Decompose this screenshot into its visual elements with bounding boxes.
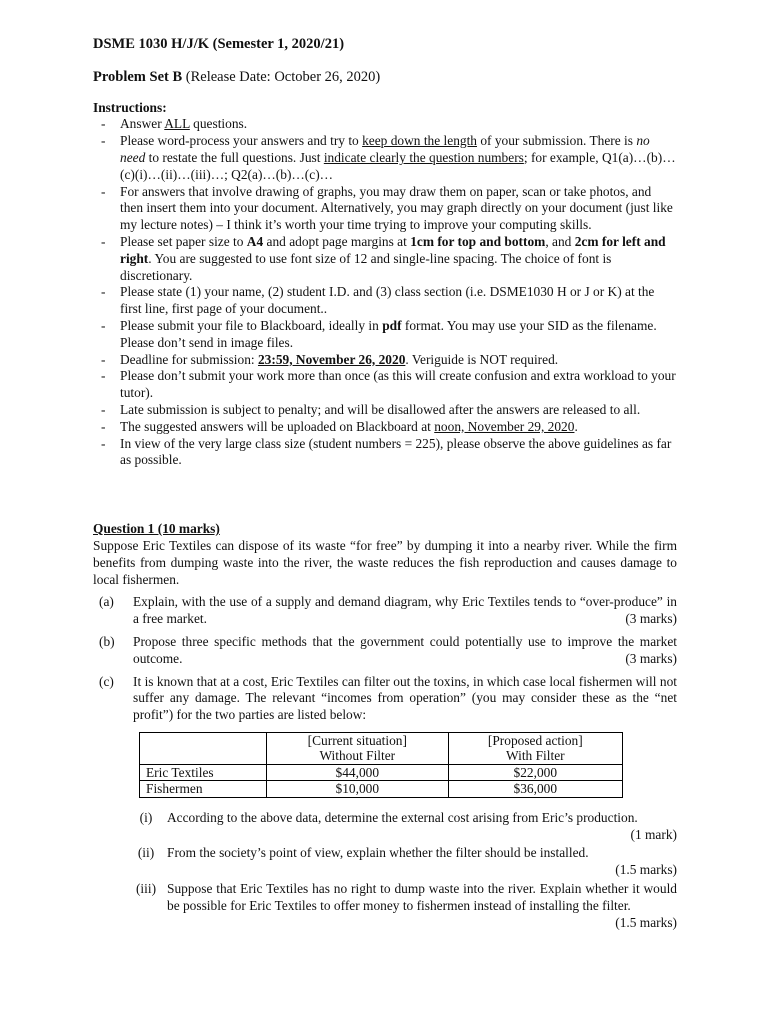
marks: (3 marks) bbox=[625, 611, 677, 627]
question-1a: (a) Explain, with the use of a supply and demand diagram, why Eric Textiles tends to “over-produce” in a free market. (3 marks) bbox=[99, 594, 677, 627]
instructions-heading: Instructions: bbox=[93, 99, 167, 115]
question-1-intro: Suppose Eric Textiles can dispose of its waste “for free” by dumping it into a nearby river. While the firm benefits from dumping waste into the river, the waste reduces the fish reproduction and causes damage to local fishermen. bbox=[93, 537, 677, 587]
question-1-heading: Question 1 (10 marks) bbox=[93, 521, 220, 537]
instruction-item: - Please word-process your answers and try to keep down the length of your submission. There is no need to restate the full questions. Just indicate clearly the question numbers; for example, Q1(a)…(b)…(c)(i)…(ii)…(iii)…; Q2(a)…(b)…(c)… bbox=[93, 133, 677, 183]
instruction-item: - Please don’t submit your work more than once (as this will create confusion and extra workload to your tutor). bbox=[93, 368, 677, 402]
marks: (1.5 marks) bbox=[615, 914, 677, 930]
header-with-filter: [Proposed action] With Filter bbox=[448, 732, 622, 764]
instruction-item: - Please set paper size to A4 and adopt page margins at 1cm for top and bottom, and 2cm for left and right. You are suggested to use font size of 12 and single-line spacing. The choice of font is discretionary. bbox=[93, 234, 677, 284]
instruction-item: - Please submit your file to Blackboard, ideally in pdf format. You may use your SID as the filename. Please don’t send in image files. bbox=[93, 318, 677, 352]
marks: (3 marks) bbox=[625, 650, 677, 666]
deadline: 23:59, November 26, 2020 bbox=[257, 351, 406, 367]
question-1c-ii: (ii) From the society’s point of view, explain whether the filter should be installed. (1.5 marks) bbox=[137, 845, 677, 878]
instruction-item: - Answer ALL questions. bbox=[93, 116, 677, 133]
instruction-item: - For answers that involve drawing of graphs, you may draw them on paper, scan or take photos, and then insert them into your document. Alternatively, you may graph directly on your document (just like my lecture notes) – I think it’s worth your time trying to improve your computing skills. bbox=[93, 184, 677, 234]
instruction-item: - In view of the very large class size (student numbers = 225), please observe the above guidelines as far as possible. bbox=[93, 436, 677, 470]
instructions-list bbox=[93, 116, 677, 469]
marks: (1.5 marks) bbox=[615, 862, 677, 878]
question-1c: (c) It is known that at a cost, Eric Textiles can filter out the toxins, in which case local fishermen will not suffer any damage. The relevant “incomes from operation” (you may consider these as the “net profit”) for the two parties are listed below: bbox=[99, 673, 677, 723]
problem-set-label: Problem Set B bbox=[93, 68, 183, 85]
table-row: Eric Textiles $44,000 $22,000 bbox=[140, 764, 623, 781]
instruction-item: - Please state (1) your name, (2) student I.D. and (3) class section (i.e. DSME1030 H or J or K) at the first line, first page of your document.. bbox=[93, 284, 677, 318]
income-table bbox=[139, 732, 623, 798]
instruction-item: - The suggested answers will be uploaded on Blackboard at noon, November 29, 2020. bbox=[93, 419, 677, 436]
table-row: Fishermen $10,000 $36,000 bbox=[140, 781, 623, 798]
course-title: DSME 1030 H/J/K (Semester 1, 2020/21) bbox=[93, 36, 345, 52]
question-1b: (b) Propose three specific methods that the government could potentially use to improve the market outcome. (3 marks) bbox=[99, 633, 677, 666]
release-date: (Release Date: October 26, 2020) bbox=[182, 68, 381, 85]
header-without-filter: [Current situation] Without Filter bbox=[267, 732, 449, 764]
instruction-item: - Deadline for submission: 23:59, November 26, 2020. Veriguide is NOT required. bbox=[93, 352, 677, 369]
question-1c-iii: (iii) Suppose that Eric Textiles has no right to dump waste into the river. Explain whether it would be possible for Eric Textiles to offer money to fishermen instead of installing the filter. (1.5 marks) bbox=[135, 881, 677, 930]
problem-set-line bbox=[93, 69, 677, 86]
marks: (1 mark) bbox=[630, 826, 677, 842]
question-1c-i: (i) According to the above data, determine the external cost arising from Eric’s production. (1 mark) bbox=[139, 809, 677, 842]
instruction-item: - Late submission is subject to penalty; and will be disallowed after the answers are released to all. bbox=[93, 402, 677, 419]
document-page bbox=[93, 36, 677, 931]
